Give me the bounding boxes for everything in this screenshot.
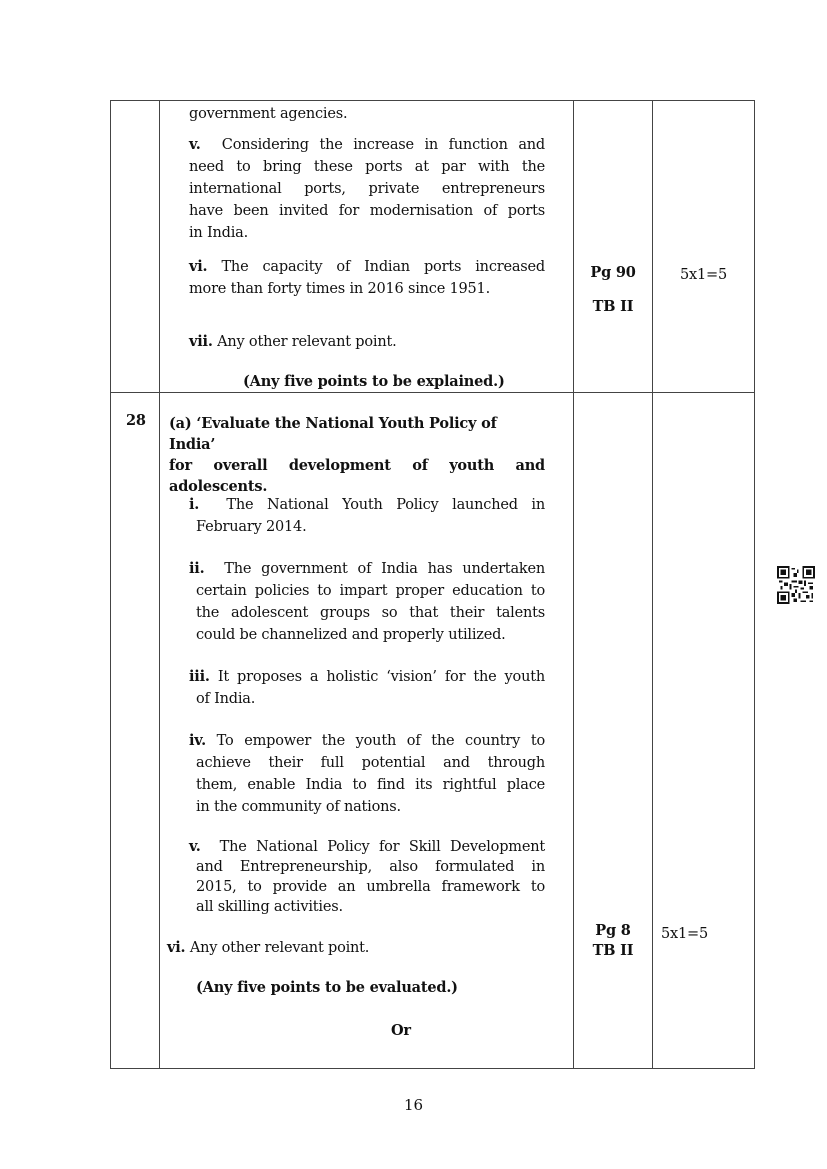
marker: v. bbox=[189, 136, 201, 153]
point-vii: vii. Any other relevant point. bbox=[189, 333, 397, 350]
reference-textbook-2: TB II bbox=[592, 942, 634, 959]
marks-value: 5x1=5 bbox=[679, 267, 727, 283]
col-border-left bbox=[110, 100, 111, 1069]
reference-page-2: Pg 8 bbox=[595, 922, 631, 939]
reference-page: Pg 90 bbox=[590, 264, 636, 281]
point-iii: iii. It proposes a holistic ‘vision’ for the youth of India. bbox=[189, 668, 545, 707]
point-v-2: v. The National Policy for Skill Development and Entrepreneurship, also formulated in 2015, to provide an umbrella framework to all skilling activities. bbox=[189, 838, 545, 915]
page-number: 16 bbox=[403, 1096, 424, 1114]
point-iv: iv. To empower the youth of the country to achieve their full potential and through them, enable India to find its rightful place in the community of nations. bbox=[189, 732, 545, 815]
table-top-border bbox=[110, 100, 755, 101]
marks-value-2: 5x1=5 bbox=[661, 926, 709, 942]
col-border-qno bbox=[159, 100, 160, 1069]
question-number: 28 bbox=[126, 412, 146, 429]
col-border-ref bbox=[652, 100, 653, 1069]
continued-line: government agencies. bbox=[189, 106, 348, 122]
col-border-right bbox=[754, 100, 755, 1069]
point-ii: ii. The government of India has undertaken certain policies to impart proper education to the adolescent groups so that their talents could be channelized and properly utilized. bbox=[189, 560, 545, 643]
point-i: i. The National Youth Policy launched in February 2014. bbox=[189, 496, 545, 535]
table-bottom-border bbox=[110, 1068, 755, 1069]
reference-textbook: TB II bbox=[592, 298, 634, 315]
instruction-note-2: (Any five points to be evaluated.) bbox=[196, 979, 458, 996]
instruction-note: (Any five points to be explained.) bbox=[243, 373, 505, 390]
or-separator: Or bbox=[391, 1022, 411, 1039]
question-text: (a) ‘Evaluate the National Youth Policy of India’ for overall development of youth and adolescents. bbox=[169, 415, 545, 495]
qr-code-icon bbox=[777, 566, 815, 604]
point-vi-2: vi. Any other relevant point. bbox=[167, 939, 370, 956]
point-v: v. Considering the increase in function and need to bring these ports at par with the international ports, private entrepreneurs have been invited for modernisation of ports in India. bbox=[189, 136, 545, 241]
point-vi: vi. The capacity of Indian ports increased more than forty times in 2016 since 1951. bbox=[189, 258, 545, 297]
